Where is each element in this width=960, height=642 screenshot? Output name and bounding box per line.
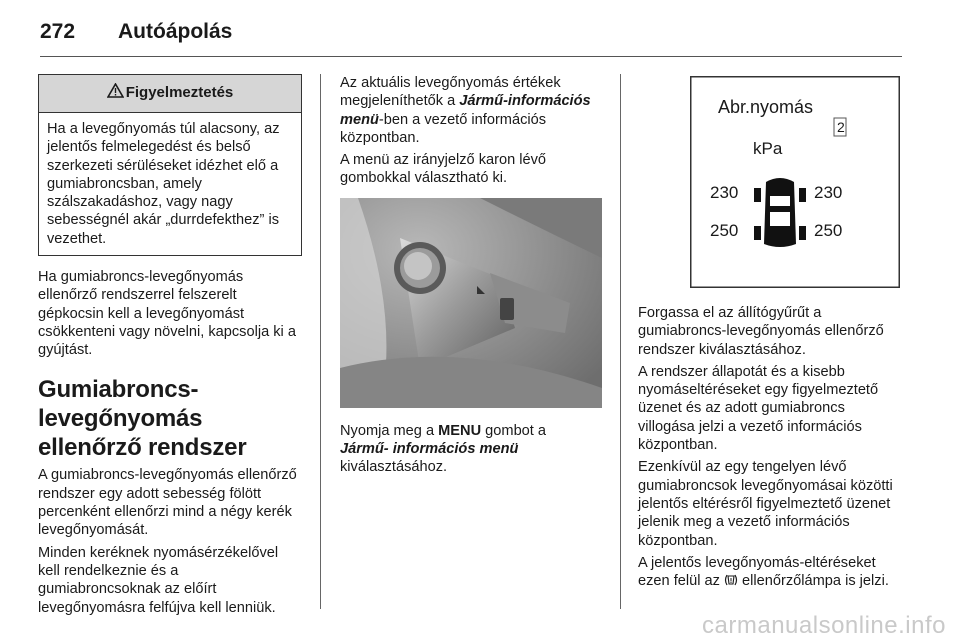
paragraph: Nyomja meg a MENU gombot a Jármű- információs menü kiválasztásához. — [340, 422, 547, 476]
paragraph: A gumiabroncs-levegőnyomás ellenőrző rendszer egy adott sebesség fölött percenként ellenőrzi mind a négy kerék levegőnyomását. — [38, 467, 297, 539]
paragraph: A jelentős levegőnyomás-eltéréseket ezen felül az ellenőrzőlámpa is jelzi. — [638, 554, 904, 593]
page-title: Autóápolás — [118, 20, 233, 43]
menu-reference: Jármű- információs menü — [340, 441, 519, 458]
pressure-rear-left: 250 — [710, 221, 739, 240]
tire-pressure-warning-icon — [724, 573, 738, 592]
menu-reference: Jármű-információs menü — [340, 93, 591, 128]
column-divider-1 — [320, 74, 321, 609]
column-3 — [638, 74, 904, 596]
menu-key-label: MENU — [438, 422, 482, 439]
page-number: 272 — [40, 20, 76, 43]
paragraph: A menü az irányjelző karon lévő gombokkal választható ki. — [340, 152, 547, 187]
paragraph: A rendszer állapotát és a kisebb nyomáseltéréseket egy figyelmeztető üzenet és az adott gumiabroncs villogása jelzi a vezető információs központban. — [638, 363, 879, 454]
header-divider — [40, 56, 902, 57]
warning-header — [39, 75, 301, 113]
page-header — [40, 14, 232, 50]
display-title: Abr.nyomás — [718, 97, 814, 117]
watermark: carmanualsonline.info — [702, 612, 946, 639]
column-1 — [38, 74, 302, 621]
page-indicator: 2 — [837, 119, 845, 135]
column-divider-2 — [620, 74, 621, 609]
turn-signal-lever-photo — [340, 198, 602, 408]
paragraph: Minden keréknek nyomásérzékelővel kell rendelkeznie és a gumiabroncsoknak az előírt levegőnyomásra felfújva kell lenniük. — [38, 544, 279, 616]
paragraph: Ha gumiabroncs-levegőnyomás ellenőrző rendszerrel felszerelt gépkocsin kell a levegőnyomást csökkenteni vagy növelni, kapcsolja ki a gyújtást. — [38, 269, 296, 359]
paragraph: Az aktuális levegőnyomás értékek megjeleníthetők a Jármű-információs menü-ben a vezető információs központban. — [340, 75, 591, 146]
pressure-unit: kPa — [753, 139, 783, 158]
warning-title: Figyelmeztetés — [125, 84, 234, 102]
pressure-front-left: 230 — [710, 183, 739, 202]
tire-pressure-display — [690, 76, 900, 288]
warning-box — [38, 74, 302, 256]
warning-text: Ha a levegőnyomás túl alacsony, az jelentős felmelegedést és belső szerkezeti sérüléseket idézhet elő a gumiabroncsban, amely szálszakadáshoz, vagy nagy sebességnél akár „durrdefekthez” is vezethet. — [47, 121, 280, 247]
pressure-rear-right: 250 — [814, 221, 843, 240]
paragraph: Forgassa el az állítógyűrűt a gumiabroncs-levegőnyomás ellenőrző rendszer kiválasztásához. — [638, 305, 884, 358]
pressure-front-right: 230 — [814, 183, 843, 202]
paragraph: Ezenkívül az egy tengelyen lévő gumiabroncsok levegőnyomásai közötti jelentős eltérésről figyelmeztető üzenet jelenik meg a vezető információs központban. — [638, 459, 893, 549]
warning-triangle-icon — [107, 83, 124, 103]
column-2 — [340, 74, 602, 481]
section-heading: Gumiabroncs-levegőnyomás ellenőrző rendszer — [38, 376, 247, 462]
